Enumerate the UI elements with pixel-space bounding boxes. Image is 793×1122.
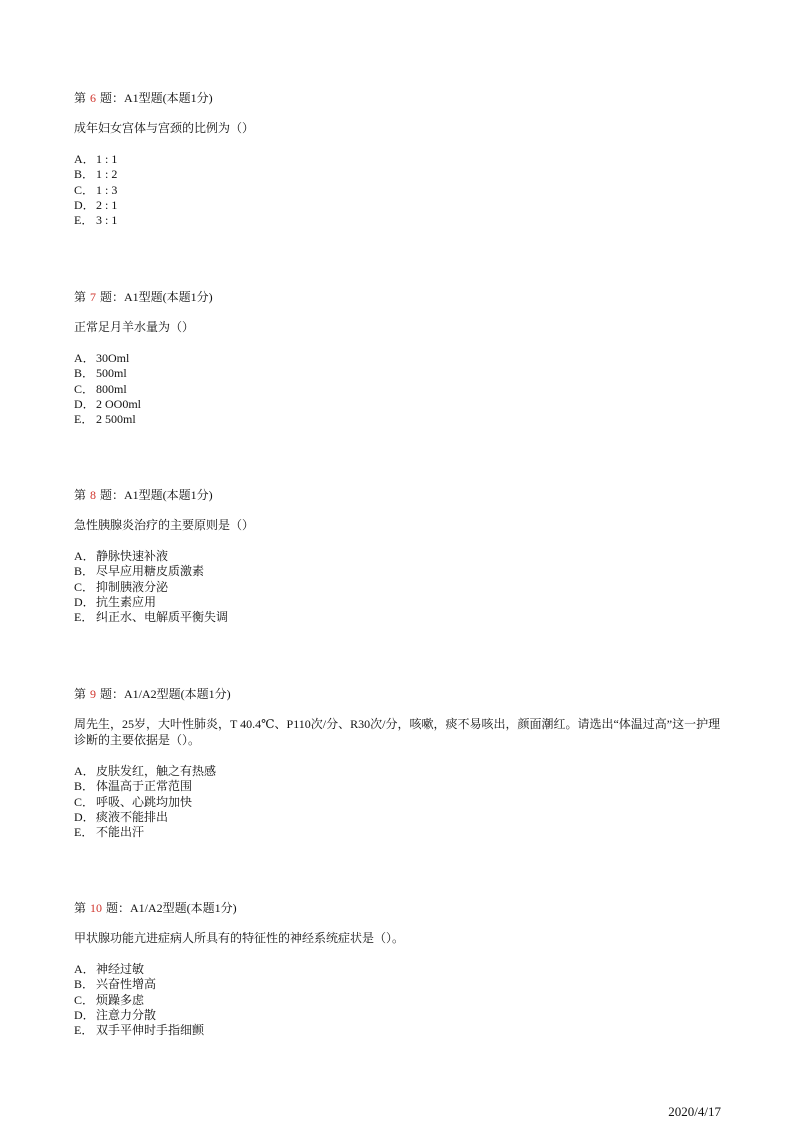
question-header (74, 487, 724, 503)
option-text: 不能出汗 (96, 825, 145, 840)
option-text: 兴奋性增高 (96, 977, 157, 992)
option-list (74, 962, 724, 1038)
option-item (74, 412, 724, 427)
question-type: 题：A1/A2型题(本题1分) (100, 687, 231, 701)
option-key: B． (74, 167, 95, 182)
question-number: 6 (90, 91, 97, 105)
question-type: 题：A1型题(本题1分) (100, 91, 213, 105)
option-key: B． (74, 977, 95, 992)
option-text: 体温高于正常范围 (96, 779, 193, 794)
option-item (74, 962, 724, 977)
option-key: C． (74, 992, 95, 1007)
option-item (74, 351, 724, 366)
question-type: 题：A1型题(本题1分) (100, 290, 213, 304)
question-header (74, 686, 724, 702)
question-stem: 周先生，25岁，大叶性肺炎，T 40.4℃、P110次/分、R30次/分，咳嗽，痰不易咳出，颜面潮红。请选出“体温过高”这一护理诊断的主要依据是（）。 (74, 717, 721, 747)
option-text: 双手平伸时手指细颤 (96, 1023, 205, 1038)
option-key: C． (74, 182, 95, 197)
option-key: D． (74, 594, 95, 609)
option-key: C． (74, 381, 95, 396)
option-text: 抑制胰液分泌 (96, 579, 169, 594)
question-number: 7 (90, 290, 97, 304)
option-text: 3 : 1 (96, 213, 118, 228)
option-text: 800ml (96, 381, 127, 396)
option-key: A． (74, 549, 95, 563)
question-prefix: 第 (74, 901, 87, 915)
option-key: B． (74, 779, 95, 794)
option-text: 2 OO0ml (96, 396, 141, 411)
question-block (74, 686, 724, 840)
option-text: 30Oml (96, 351, 130, 365)
question-prefix: 第 (74, 91, 87, 105)
option-key: E． (74, 412, 94, 427)
question-prefix: 第 (74, 488, 87, 502)
option-key: D． (74, 1007, 95, 1022)
question-block (74, 289, 724, 427)
question-header (74, 90, 724, 106)
option-key: C． (74, 794, 95, 809)
option-text: 静脉快速补液 (96, 549, 169, 563)
question-type: 题：A1型题(本题1分) (100, 488, 213, 502)
option-text: 烦躁多虑 (96, 992, 145, 1007)
option-item (74, 198, 724, 213)
option-key: D． (74, 396, 95, 411)
option-key: D． (74, 197, 95, 212)
option-key: A． (74, 962, 95, 976)
option-item (74, 183, 724, 198)
question-prefix: 第 (74, 290, 87, 304)
option-text: 神经过敏 (96, 962, 145, 976)
option-text: 2 : 1 (96, 197, 118, 212)
option-key: D． (74, 809, 95, 824)
question-prefix: 第 (74, 687, 87, 701)
option-key: E． (74, 610, 94, 625)
option-text: 尽早应用糖皮质激素 (96, 564, 205, 579)
question-header (74, 289, 724, 305)
option-item (74, 810, 724, 825)
question-block (74, 900, 724, 1038)
option-item (74, 397, 724, 412)
option-item (74, 595, 724, 610)
option-key: B． (74, 366, 95, 381)
question-block (74, 90, 724, 228)
option-text: 1 : 1 (96, 152, 118, 166)
option-item (74, 167, 724, 182)
option-item (74, 1023, 724, 1038)
option-text: 纠正水、电解质平衡失调 (96, 610, 229, 625)
option-item (74, 1008, 724, 1023)
option-key: A． (74, 764, 95, 778)
option-item (74, 549, 724, 564)
option-text: 2 500ml (96, 412, 136, 427)
option-list (74, 764, 724, 840)
option-item (74, 382, 724, 397)
option-key: E． (74, 213, 94, 228)
option-list (74, 152, 724, 228)
option-item (74, 610, 724, 625)
option-text: 呼吸、心跳均加快 (96, 794, 193, 809)
option-item (74, 764, 724, 779)
option-item (74, 779, 724, 794)
option-item (74, 580, 724, 595)
option-item (74, 993, 724, 1008)
option-key: E． (74, 825, 94, 840)
question-number: 9 (90, 687, 97, 701)
option-key: A． (74, 152, 95, 166)
question-stem: 成年妇女宫体与宫颈的比例为（） (74, 121, 255, 135)
option-key: B． (74, 564, 95, 579)
option-text: 1 : 2 (96, 167, 118, 182)
question-stem: 甲状腺功能亢进症病人所具有的特征性的神经系统症状是（）。 (74, 931, 405, 945)
option-list (74, 351, 724, 427)
option-key: E． (74, 1023, 94, 1038)
option-item (74, 825, 724, 840)
option-text: 抗生素应用 (96, 594, 157, 609)
option-item (74, 152, 724, 167)
question-stem: 正常足月羊水量为（） (74, 320, 195, 334)
option-item (74, 213, 724, 228)
question-block (74, 487, 724, 625)
option-list (74, 549, 724, 625)
question-stem: 急性胰腺炎治疗的主要原则是（） (74, 518, 255, 532)
option-key: A． (74, 351, 95, 365)
option-text: 注意力分散 (96, 1007, 157, 1022)
option-item (74, 564, 724, 579)
question-header (74, 900, 724, 916)
question-number: 10 (90, 901, 103, 915)
option-item (74, 977, 724, 992)
option-key: C． (74, 579, 95, 594)
question-number: 8 (90, 488, 97, 502)
option-item (74, 366, 724, 381)
option-text: 皮肤发红，触之有热感 (96, 764, 217, 778)
option-item (74, 795, 724, 810)
footer-date: 2020/4/17 (668, 1104, 721, 1119)
option-text: 1 : 3 (96, 182, 118, 197)
question-type: 题：A1/A2型题(本题1分) (106, 901, 237, 915)
option-text: 痰液不能排出 (96, 809, 169, 824)
option-text: 500ml (96, 366, 127, 381)
